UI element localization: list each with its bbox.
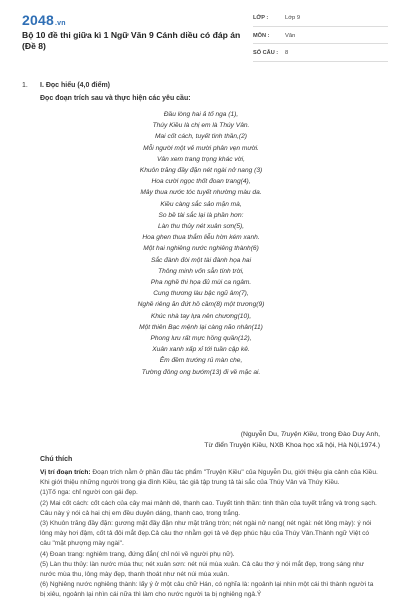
note-paragraph: [40, 468, 378, 488]
poem-line: Khúc nhà tay lựa nên chương(10),: [150, 312, 252, 320]
poem-line: Vân xem trang trọng khác vời,: [157, 155, 245, 163]
meta-value: 8: [285, 50, 289, 57]
poem-line: Nghề riêng ăn đứt hồ cầm(8) một trương(9): [137, 301, 265, 309]
note-paragraph: (2) Mai cốt cách: cốt cách của cây mai mảnh dẻ, thanh cao. Tuyết tinh thần: tinh thần của tuyết trắng và trong sạch. Câu này ý nói cả hai chị em đều duyên dáng, thanh cao, trong trắng.: [40, 499, 377, 517]
logo-suffix-text: .vn: [54, 20, 66, 27]
poem-line: Mỗi người một vẻ mười phân vẹn mười.: [143, 144, 259, 152]
page-header: [0, 0, 400, 62]
poem-line: Một thiên Bạc mệnh lại càng não nhân(11): [139, 323, 263, 331]
poem-line: Hoa ghen thua thắm liễu hờn kém xanh.: [142, 234, 260, 242]
poem-line: Tường đông ong bướm(13) đi về mặc ai.: [141, 368, 261, 376]
note-paragraph: (6) Nghiêng nước nghiêng thành: lấy ý ở một câu chữ Hán, có nghĩa là: ngoảnh lại nhìn một cái thì thành người ta bị xiêu, ngoảnh lại nhìn cái nữa thì làm cho nước người ta bị nghiêng ngả.Ý: [40, 581, 374, 599]
section-instruction: Đọc đoạn trích sau và thực hiện các yêu cầu:: [40, 95, 191, 102]
poem-line: Thông minh vốn sẵn tính trời,: [158, 267, 244, 275]
note-paragraph: (5) Làn thu thủy: làn nước mùa thu; nét xuân sơn: nét núi mùa xuân. Cả câu thơ ý nói mắt đẹp, trong sáng như nước mùa thu, lông mày đẹp, thanh thoát như nét núi mùa xuân.: [40, 560, 365, 579]
poem-line: Một hai nghiêng nước nghiêng thành(6): [143, 245, 259, 253]
poem-line: Xuân xanh xấp xỉ tới tuần cập kê.: [152, 346, 250, 354]
meta-row-class: [253, 11, 388, 27]
citation-work: Truyện Kiều: [280, 431, 317, 438]
poem-line: Êm đềm trướng rủ màn che,: [159, 357, 243, 365]
poem-line: So bề tài sắc lại là phần hơn:: [158, 211, 244, 219]
document-title: Bộ 10 đề thi giữa kì 1 Ngữ Văn 9 Cánh diều có đáp án (Đề 8): [22, 30, 241, 51]
poem-line: Cung thương làu bậc ngũ âm(7),: [153, 290, 249, 298]
poem-line: Thúy Kiều là chị em là Thúy Vân.: [152, 122, 250, 130]
poem-line: Đầu lòng hai ả tố nga (1),: [163, 111, 239, 118]
logo-main-text: 2048: [22, 12, 54, 28]
document-meta: [253, 11, 388, 64]
poem-line: Khuôn trăng đầy đặn nét ngài nở nang (3): [139, 167, 263, 175]
section-title: I. Đọc hiểu (4,0 điểm): [40, 82, 111, 89]
poem-line: Mai cốt cách, tuyết tinh thần,(2): [155, 133, 247, 141]
poem-line: Kiều càng sắc sảo mặn mà,: [160, 200, 242, 208]
question-number: 1.: [22, 82, 28, 89]
meta-value: Lớp 9: [285, 15, 301, 22]
notes-list: [40, 468, 378, 601]
note-text: Đoạn trích nằm ở phần đầu tác phẩm "Truyện Kiều" của Nguyễn Du, giới thiệu gia cảnh của Kiều. Khi giới thiệu những người trong gia đình Kiều, tác giả tập trung tả tài sắc của Thúy Vân và Thúy Kiều.: [40, 469, 378, 487]
citation-editor: , trong Đào Duy Anh,: [316, 431, 380, 438]
poem-line: Phong lưu rất mực hồng quần(12),: [150, 335, 252, 343]
note-paragraph: (4) Đoan trang: nghiêm trang, đứng đắn( chỉ nói về người phụ nữ).: [40, 550, 235, 558]
poem-line: Pha nghề thi họa đủ mùi ca ngâm.: [150, 279, 252, 287]
meta-row-subject: [253, 29, 388, 45]
notes-title: Chú thích: [40, 456, 73, 463]
note-paragraph: (1)Tố nga: chỉ người con gái đẹp.: [40, 489, 138, 497]
poem-excerpt: [40, 109, 362, 378]
poem-line: Làn thu thủy nét xuân sơn(5),: [157, 223, 245, 231]
note-paragraph: (3) Khuôn trăng đầy đặn: gương mặt đầy đặn như mặt trăng tròn; nét ngài nở nang( nét ngài: nét lông mày): ý nói lông mày hơi đậm, cốt tả đôi mắt đẹp.Cả câu thơ nhằm gợi tả vẻ đẹp phúc hậu của Thúy Vân.Thành ngữ Việt có câu "mặt phượng mày ngài".: [40, 520, 372, 548]
source-citation: [40, 429, 380, 451]
poem-line: Hoa cười ngọc thốt đoan trang(4),: [151, 178, 251, 186]
meta-row-question-count: [253, 46, 388, 62]
meta-label: LỚP :: [253, 15, 269, 22]
meta-value: Văn: [285, 32, 296, 39]
citation-author: (Nguyễn Du,: [240, 431, 281, 438]
citation-line: [40, 429, 380, 440]
note-lead: Vị trí đoạn trích:: [40, 469, 91, 476]
site-logo[interactable]: [22, 12, 66, 28]
meta-label: SỐ CÂU :: [253, 50, 279, 57]
meta-label: MÔN :: [253, 32, 270, 39]
poem-line: Mây thua nước tóc tuyết nhường màu da.: [140, 189, 262, 197]
citation-line: Từ điển Truyện Kiều, NXB Khoa học xã hội, Hà Nội,1974.): [204, 442, 380, 449]
poem-line: Sắc đành đòi một tài đành họa hai: [150, 256, 252, 264]
